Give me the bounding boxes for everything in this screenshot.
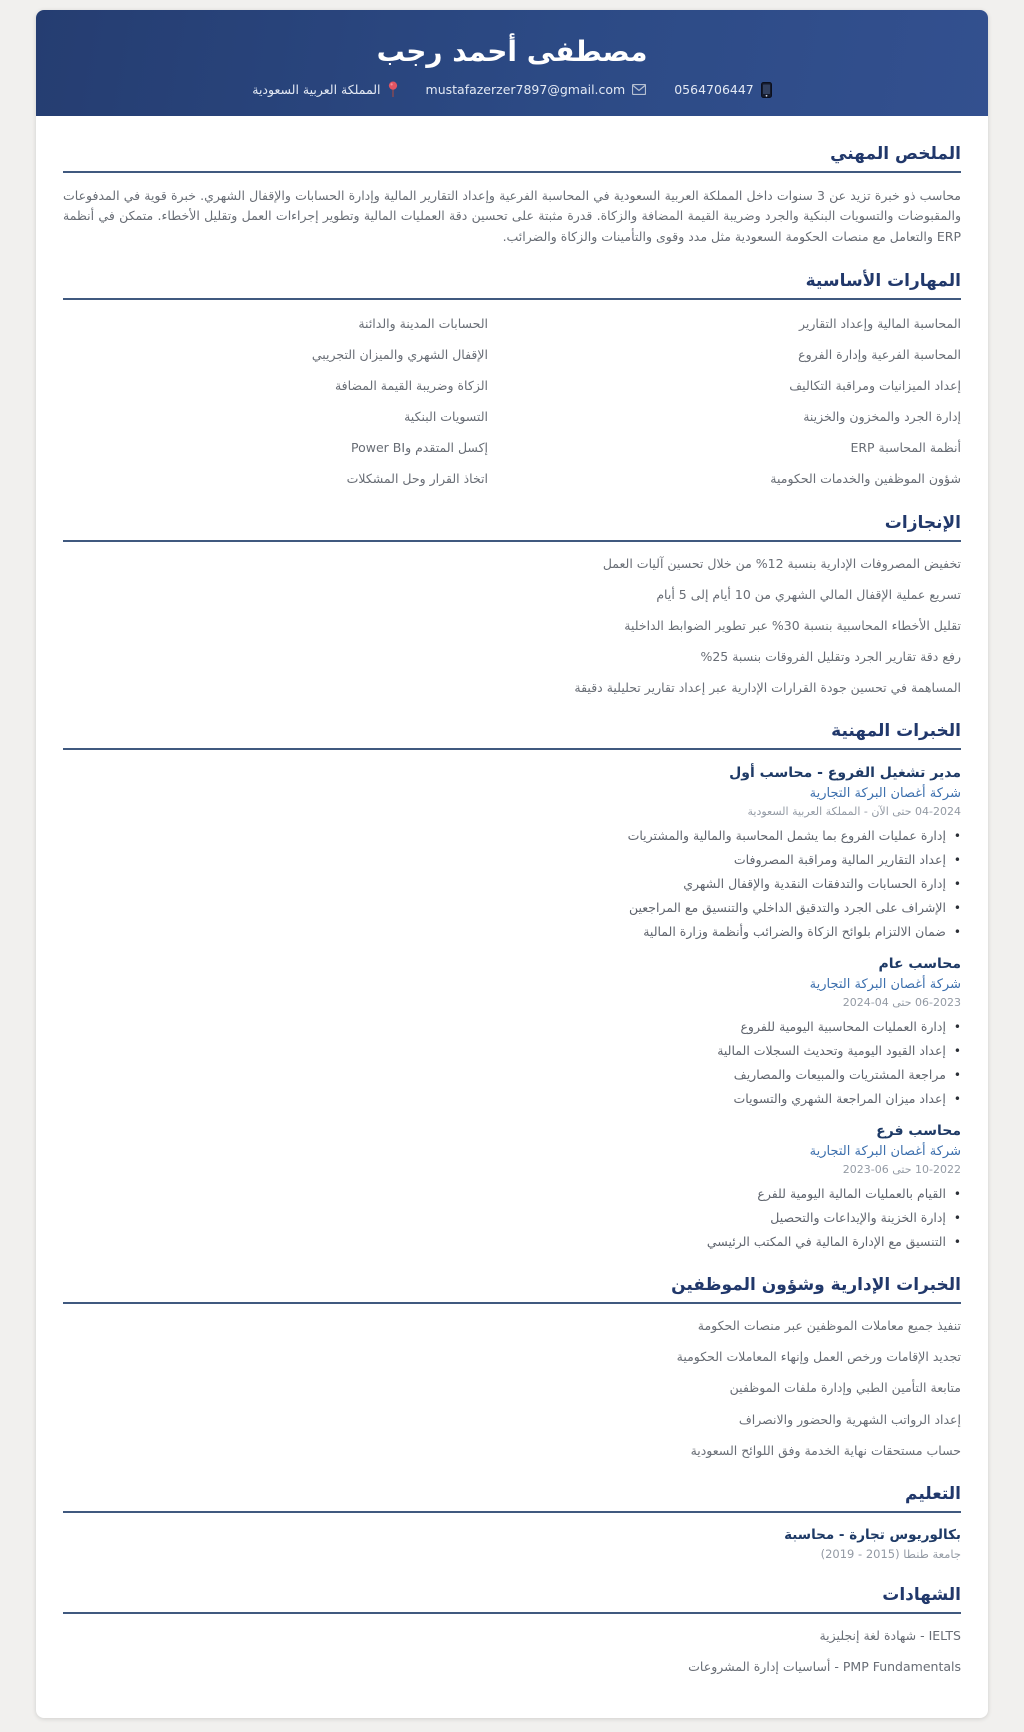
skill-item: الحسابات المدينة والدائنة — [358, 315, 488, 331]
job-title: مدير تشغيل الفروع - محاسب أول — [729, 765, 961, 782]
section-summary — [63, 144, 961, 247]
certificate-item: PMP Fundamentals - أساسيات إدارة المشروعات — [688, 1658, 961, 1674]
contact-phone — [674, 82, 772, 98]
job-bullet: • إعداد ميزان المراجعة الشهري والتسويات — [63, 1090, 961, 1108]
job-bullet: • إعداد التقارير المالية ومراقبة المصروفات — [63, 851, 961, 869]
skills-grid — [63, 315, 961, 489]
admin-item: حساب مستحقات نهاية الخدمة وفق اللوائح السعودية — [690, 1442, 961, 1458]
admin-item: متابعة التأمين الطبي وإدارة ملفات الموظفين — [729, 1380, 961, 1396]
skill-item: اتخاذ القرار وحل المشكلات — [346, 471, 488, 487]
job-bullets — [63, 1018, 961, 1108]
envelope-icon — [632, 84, 646, 95]
certificates-list — [63, 1627, 961, 1676]
skill-item: الإقفال الشهري والميزان التجريبي — [311, 346, 488, 362]
section-certificates — [63, 1585, 961, 1676]
job-entry — [63, 956, 961, 1108]
location-text: المملكة العربية السعودية — [252, 82, 381, 97]
cv-card — [36, 10, 988, 1718]
admin-item: إعداد الرواتب الشهرية والحضور والانصراف — [738, 1411, 961, 1427]
skill-item: إدارة الجرد والمخزون والخزينة — [803, 409, 961, 425]
job-bullet: • ضمان الالتزام بلوائح الزكاة والضرائب وأنظمة وزارة المالية — [63, 923, 961, 941]
achievement-item: تسريع عملية الإقفال المالي الشهري من 10 أيام إلى 5 أيام — [656, 586, 961, 602]
admin-list — [63, 1317, 961, 1460]
job-bullet: • إعداد القيود اليومية وتحديث السجلات المالية — [63, 1042, 961, 1060]
admin-item: تجديد الإقامات ورخص العمل وإنهاء المعاملات الحكومية — [676, 1349, 961, 1365]
header — [36, 10, 988, 116]
job-company: شركة أغصان البركة التجارية — [809, 977, 961, 993]
job-period: 10-2022 حتى 06-2023 — [842, 1163, 961, 1177]
admin-title: الخبرات الإدارية وشؤون الموظفين — [63, 1275, 961, 1304]
job-bullet: • إدارة العمليات المحاسبية اليومية للفروع — [63, 1018, 961, 1036]
admin-item: تنفيذ جميع معاملات الموظفين عبر منصات الحكومة — [697, 1318, 961, 1334]
job-bullet: • إدارة الحسابات والتدفقات النقدية والإقفال الشهري — [63, 875, 961, 893]
job-period: 06-2023 حتى 04-2024 — [842, 996, 961, 1010]
email-address: mustafazerzer7897@gmail.com — [425, 82, 626, 97]
experience-title: الخبرات المهنية — [63, 721, 961, 750]
job-bullet: • الإشراف على الجرد والتدقيق الداخلي والتنسيق مع المراجعين — [63, 899, 961, 917]
skills-title: المهارات الأساسية — [63, 271, 961, 300]
job-bullet: • إدارة الخزينة والإيداعات والتحصيل — [63, 1209, 961, 1227]
skill-item: أنظمة المحاسبة ERP — [850, 440, 961, 456]
job-title: محاسب فرع — [876, 1123, 961, 1140]
education-title: التعليم — [63, 1484, 961, 1513]
job-bullet: • مراجعة المشتريات والمبيعات والمصاريف — [63, 1066, 961, 1084]
section-skills — [63, 271, 961, 489]
location-pin-icon — [388, 81, 398, 98]
skill-item: المحاسبة المالية وإعداد التقارير — [798, 315, 961, 331]
achievements-title: الإنجازات — [63, 513, 961, 542]
section-admin-experience — [63, 1275, 961, 1460]
certificate-item: IELTS - شهادة لغة إنجليزية — [819, 1627, 961, 1643]
skill-item: شؤون الموظفين والخدمات الحكومية — [770, 471, 961, 487]
contact-email — [426, 82, 647, 97]
achievements-list — [63, 555, 961, 698]
job-bullets — [63, 1185, 961, 1251]
skill-item: إكسل المتقدم وPower BI — [351, 440, 488, 456]
job-bullet: • القيام بالعمليات المالية اليومية للفرع — [63, 1185, 961, 1203]
education-school: جامعة طنطا (2015 - 2019) — [820, 1546, 961, 1561]
job-title: محاسب عام — [878, 956, 961, 973]
job-bullet: • التنسيق مع الإدارة المالية في المكتب الرئيسي — [63, 1233, 961, 1251]
achievement-item: رفع دقة تقارير الجرد وتقليل الفروقات بنسبة 25% — [700, 648, 961, 664]
skill-item: الزكاة وضريبة القيمة المضافة — [334, 378, 488, 393]
job-company: شركة أغصان البركة التجارية — [809, 1144, 961, 1160]
skill-item: إعداد الميزانيات ومراقبة التكاليف — [789, 378, 961, 393]
education-degree: بكالوريوس تجارة - محاسبة — [784, 1526, 961, 1543]
section-education — [63, 1484, 961, 1561]
section-achievements — [63, 513, 961, 698]
cv-body — [36, 116, 988, 1718]
job-bullets — [63, 827, 961, 941]
skill-item: المحاسبة الفرعية وإدارة الفروع — [798, 346, 961, 362]
certificates-title: الشهادات — [63, 1585, 961, 1614]
contact-location — [252, 81, 397, 98]
achievement-item: تخفيض المصروفات الإدارية بنسبة 12% من خلال تحسين آليات العمل — [602, 555, 961, 571]
summary-text: محاسب ذو خبرة تزيد عن 3 سنوات داخل المملكة العربية السعودية في المحاسبة الفرعية وإعداد التقارير المالية وإدارة الحسابات والإقفال الشهري. خبرة قوية في المدفوعات والمقبوضات والتسويات البنكية والجرد وضريبة القيمة المضافة والزكاة. قدرة مثبتة على تحسين دقة العمليات المالية وتطوير إجراءات العمل وتقليل الأخطاء. متمكن في أنظمة ERP والتعامل مع منصات الحكومة السعودية مثل مدد وقوى والتأمينات والزكاة والضرائب. — [63, 188, 961, 244]
job-entry — [63, 1123, 961, 1251]
job-company: شركة أغصان البركة التجارية — [809, 786, 961, 802]
job-bullet: • إدارة عمليات الفروع بما يشمل المحاسبة والمالية والمشتريات — [63, 827, 961, 845]
job-period: 04-2024 حتى الآن - المملكة العربية السعودية — [747, 805, 961, 819]
job-entry — [63, 765, 961, 941]
skill-item: التسويات البنكية — [404, 409, 488, 425]
summary-title: الملخص المهني — [63, 144, 961, 173]
section-experience — [63, 721, 961, 1251]
candidate-name: مصطفى أحمد رجب — [376, 35, 648, 68]
contact-row — [56, 81, 968, 98]
phone-number: 0564706447 — [674, 82, 754, 97]
achievement-item: تقليل الأخطاء المحاسبية بنسبة 30% عبر تطوير الضوابط الداخلية — [624, 617, 961, 633]
phone-icon — [761, 82, 772, 98]
achievement-item: المساهمة في تحسين جودة القرارات الإدارية عبر إعداد تقارير تحليلية دقيقة — [574, 680, 961, 695]
